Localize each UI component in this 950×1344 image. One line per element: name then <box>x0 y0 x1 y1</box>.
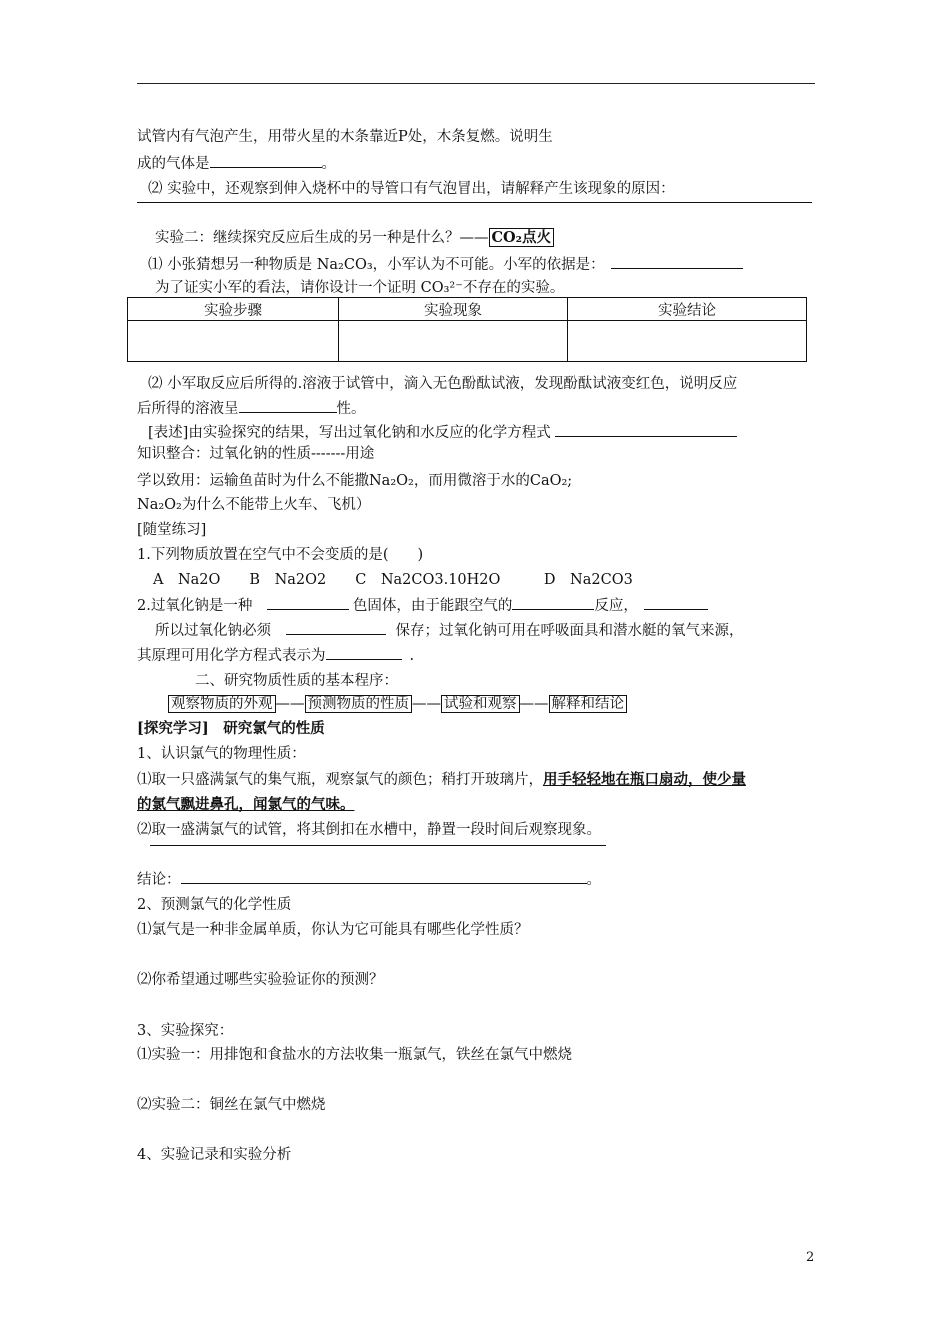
section-heading: [探究学习] 研究氯气的性质 <box>137 720 325 737</box>
text-line: ⑵ 实验中，还观察到伸入烧杯中的导管口有气泡冒出，请解释产生该现象的原因： <box>148 181 675 197</box>
text-line: 成的气体是 。 <box>137 153 336 174</box>
text-line: 1.下列物质放置在空气中不会变质的是( ) <box>137 547 424 563</box>
text-line: [随堂练习] <box>137 522 207 538</box>
table-header: 实验步骤 <box>128 298 339 321</box>
text-line: 结论： 。 <box>137 869 601 890</box>
text-line: 二、研究物质性质的基本程序： <box>195 673 398 689</box>
table-cell[interactable] <box>568 321 807 362</box>
table-cell[interactable] <box>339 321 568 362</box>
text-line: ⑴取一只盛满氯气的集气瓶，观察氯气的颜色；稍打开玻璃片，用手轻轻地在瓶口扇动，使少量 <box>137 771 746 788</box>
text-line: 所以过氧化钠必须 保存；过氧化钠可用在呼吸面具和潜水艇的氧气来源， <box>155 620 744 641</box>
text-line: A Na2O B Na2O2 C Na2CO3.10H2O D Na2CO3 <box>153 572 633 588</box>
text-line: 4、实验记录和实验分析 <box>137 1147 292 1163</box>
table-header: 实验结论 <box>568 298 807 321</box>
text-line: 后所得的溶液呈 性。 <box>137 398 366 419</box>
text-line: 为了证实小军的看法，请你设计一个证明 CO₃²⁻不存在的实验。 <box>155 280 565 296</box>
text-line: ⑴ 小张猜想另一种物质是 Na₂CO₃，小军认为不可能。小军的依据是： <box>148 254 743 275</box>
text-line: Na₂O₂为什么不能带上火车、飞机） <box>137 497 371 513</box>
text-line: 实验二：继续探究反应后生成的另一种是什么？—— CO₂点火 <box>155 228 554 248</box>
text-line: 试管内有气泡产生，用带火星的木条靠近P处，木条复燃。说明生 <box>137 129 553 145</box>
text-line: 学以致用：运输鱼苗时为什么不能撒Na₂O₂，而用微溶于水的CaO₂; <box>137 473 573 489</box>
text-line: ⑵ 小军取反应后所得的.溶液于试管中，滴入无色酚酞试液，发现酚酞试液变红色，说明反应 <box>148 376 738 392</box>
text-line: ⑵实验二：铜丝在氯气中燃烧 <box>137 1097 326 1113</box>
text-line: 知识整合：过氧化钠的性质-------用途 <box>137 446 375 462</box>
table-header: 实验现象 <box>339 298 568 321</box>
text-line: 2、预测氯气的化学性质 <box>137 897 292 913</box>
text-line: 3、实验探究： <box>137 1023 234 1039</box>
text-line: ⑴实验一：用排饱和食盐水的方法收集一瓶氯气，铁丝在氯气中燃烧 <box>137 1047 572 1063</box>
text-line: [表述]由实验探究的结果，写出过氧化钠和水反应的化学方程式 <box>148 422 737 443</box>
text-line: ⑵你希望通过哪些实验验证你的预测？ <box>137 972 384 988</box>
text-line: ⑵取一盛满氯气的试管，将其倒扣在水槽中，静置一段时间后观察现象。 <box>137 822 601 838</box>
text-line: 1、认识氯气的物理性质： <box>137 746 306 762</box>
table-cell[interactable] <box>128 321 339 362</box>
experiment-table <box>127 297 807 362</box>
procedure-flow: 观察物质的外观 —— 预测物质的性质 —— 试验和观察 —— 解释和结论 <box>168 694 627 714</box>
text-line: 的氯气飘进鼻孔，闻氯气的气味。 <box>137 796 355 813</box>
page-number: 2 <box>806 1250 815 1265</box>
text-line: 2.过氧化钠是一种 色固体，由于能跟空气的 反应， <box>137 595 708 616</box>
text-line: 其原理可用化学方程式表示为 . <box>137 645 414 666</box>
answer-line <box>137 202 812 203</box>
text-line: ⑴氯气是一种非金属单质，你认为它可能具有哪些化学性质？ <box>137 922 529 938</box>
header-rule <box>137 83 815 84</box>
answer-line <box>150 845 606 846</box>
